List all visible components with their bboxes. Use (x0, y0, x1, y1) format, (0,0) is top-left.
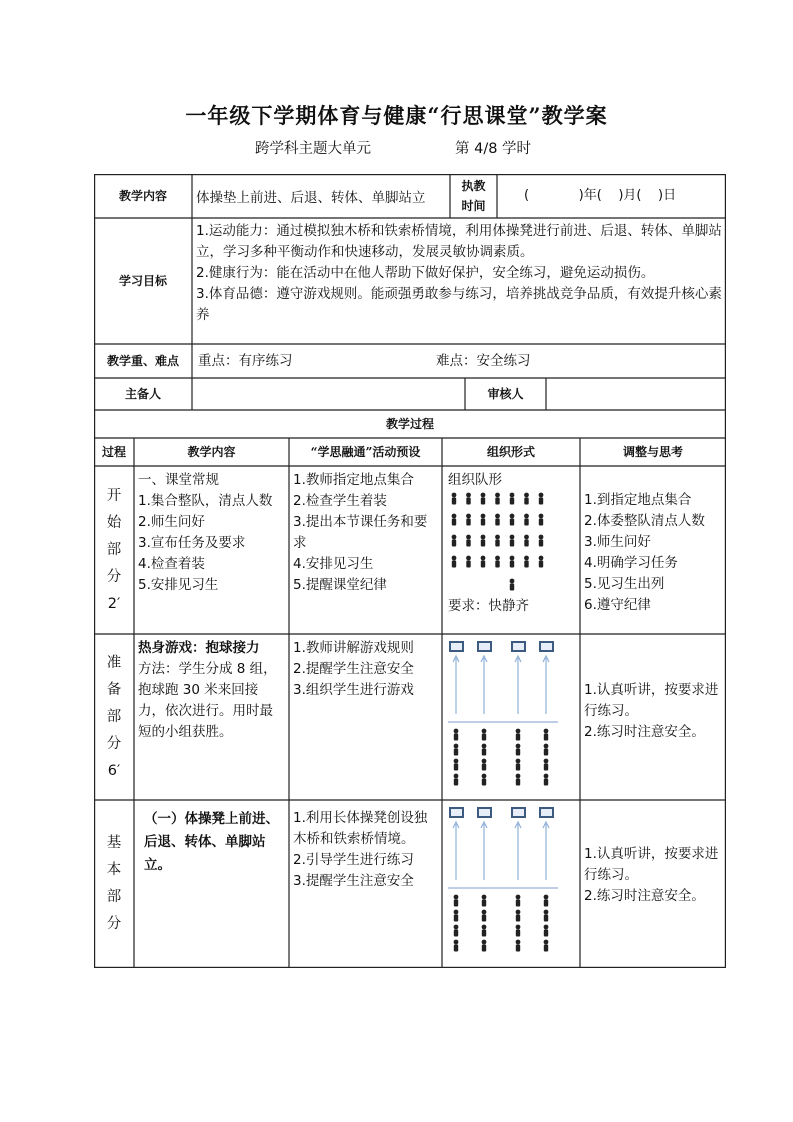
header-notes: 调整与思考 (622, 444, 683, 459)
student-icon (466, 535, 471, 547)
student-icon (454, 910, 459, 922)
student-icon (495, 493, 500, 505)
stage-main: 基 本 部 分 (106, 835, 122, 932)
goals-list (192, 218, 726, 344)
student-icon (539, 556, 544, 568)
goals-label: 学习目标 (118, 273, 167, 288)
bench-diagram (442, 802, 580, 964)
student-icon (524, 514, 529, 526)
content-label: 教学内容 (118, 188, 167, 203)
warmup-notes: 1.认真听讲，按要求进行练习。 2.练习时注意安全。 (584, 682, 719, 740)
student-icon (482, 940, 487, 952)
cone-box-icon (512, 808, 525, 817)
reviewer-value[interactable] (546, 378, 726, 410)
student-icon (544, 895, 549, 907)
student-icon (516, 774, 521, 786)
student-icon (524, 535, 529, 547)
student-icon (482, 729, 487, 741)
cone-box-icon (478, 808, 491, 817)
key-label: 教学重、难点 (106, 353, 179, 368)
student-icon (454, 729, 459, 741)
header-stage: 过程 (101, 444, 126, 459)
student-rows (452, 493, 544, 568)
teacher-icon (510, 579, 515, 591)
header-content: 教学内容 (187, 444, 236, 459)
student-icon (510, 556, 515, 568)
student-icon (482, 925, 487, 937)
cone-box-icon (512, 642, 525, 651)
date-field: ( )年( )月( )日 (524, 188, 677, 203)
student-icon (539, 535, 544, 547)
student-icon (495, 535, 500, 547)
time-label: 执教 时间 (461, 179, 486, 213)
student-icon (510, 493, 515, 505)
student-icon (516, 940, 521, 952)
student-icon (454, 895, 459, 907)
student-icon (495, 556, 500, 568)
student-icon (510, 535, 515, 547)
student-icon (544, 744, 549, 756)
cone-box-icon (540, 808, 553, 817)
student-icon (544, 940, 549, 952)
student-icon (454, 774, 459, 786)
start-content: 一、课堂常规 1.集合整队，清点人数 2.师生问好 3.宣布任务及要求 4.检查着装 5.安排见习生 (138, 472, 273, 593)
relay-diagram (442, 636, 580, 798)
student-icon (454, 744, 459, 756)
student-icon (516, 759, 521, 771)
student-icon (481, 535, 486, 547)
content-value: 体操垫上前进、后退、转体、单脚站立 (196, 190, 426, 206)
start-org-requirement: 要求：快静齐 (448, 598, 529, 614)
main-activities: 1.利用长体操凳创设独木桥和铁索桥情境。 2.引导学生进行练习 3.提醒学生注意安全 (293, 810, 428, 889)
student-icon (544, 910, 549, 922)
main-notes: 1.认真听讲，按要求进行练习。 2.练习时注意安全。 (584, 846, 719, 904)
student-icon (452, 535, 457, 547)
start-activities: 1.教师指定地点集合 2.检查学生着装 3.提出本节课任务和要求 4.安排见习生 5.提醒课堂纪律 (293, 472, 428, 593)
student-icon (466, 514, 471, 526)
goal-item: 3.体育品德：遵守游戏规则。能顽强勇敢参与练习，培养挑战竞争品质，有效提升核心素养 (196, 286, 722, 323)
student-icon (466, 493, 471, 505)
main-content: （一）体操凳上前进、后退、转体、单脚站立。 (144, 811, 279, 873)
student-icon (524, 493, 529, 505)
student-icon (544, 774, 549, 786)
header-organization: 组织形式 (486, 444, 535, 459)
student-icon (481, 556, 486, 568)
student-icon (482, 910, 487, 922)
student-icon (466, 556, 471, 568)
student-icon (516, 744, 521, 756)
student-icon (452, 493, 457, 505)
student-icon (544, 759, 549, 771)
student-icon (481, 493, 486, 505)
warmup-content: 热身游戏：抱球接力 方法：学生分成 8 组，抱球跑 30 米来回接力，依次进行。用时最短的小组获胜。 (138, 640, 277, 740)
student-icon (544, 729, 549, 741)
student-icon (482, 774, 487, 786)
formation-diagram (442, 490, 580, 594)
cone-box-icon (450, 642, 463, 651)
page-title: 一年级下学期体育与健康“行思课堂”教学案 (185, 103, 608, 128)
student-icon (516, 895, 521, 907)
start-notes: 1.到指定地点集合 2.体委整队清点人数 3.师生问好 4.明确学习任务 5.见习生出列 6.遵守纪律 (584, 492, 705, 613)
goal-item: 1.运动能力：通过模拟独木桥和铁索桥情境，利用体操凳进行前进、后退、转体、单脚站立，学习多种平衡动作和快速移动，发展灵敏协调素质。 (196, 223, 722, 260)
student-icon (495, 514, 500, 526)
student-icon (510, 514, 515, 526)
student-icon (524, 556, 529, 568)
student-icon (482, 895, 487, 907)
student-icon (539, 493, 544, 505)
student-icon (452, 514, 457, 526)
student-icon (452, 556, 457, 568)
student-icon (516, 910, 521, 922)
reviewer-label: 审核人 (487, 386, 524, 401)
student-icon (454, 925, 459, 937)
preparer-label: 主备人 (124, 386, 161, 401)
student-icon (516, 925, 521, 937)
student-icon (454, 759, 459, 771)
student-icon (539, 514, 544, 526)
process-title: 教学过程 (385, 416, 434, 431)
header-activities: “学思融通”活动预设 (310, 444, 421, 459)
student-icon (454, 940, 459, 952)
goal-item: 2.健康行为：能在活动中在他人帮助下做好保护，安全练习，避免运动损伤。 (196, 265, 655, 281)
cone-box-icon (450, 808, 463, 817)
student-icon (482, 744, 487, 756)
student-icon (481, 514, 486, 526)
preparer-value[interactable] (192, 378, 465, 410)
key-point: 重点：有序练习 (198, 353, 293, 369)
cone-box-icon (540, 642, 553, 651)
stage-start: 开 始 部 分 2′ (106, 487, 122, 612)
start-org-title: 组织队形 (448, 472, 502, 488)
cone-box-icon (478, 642, 491, 651)
warmup-activities: 1.教师讲解游戏规则 2.提醒学生注意安全 3.组织学生进行游戏 (293, 640, 414, 698)
lesson-number: 第 4/8 学时 (455, 141, 532, 157)
student-icon (516, 729, 521, 741)
student-icon (482, 759, 487, 771)
unit-label: 跨学科主题大单元 (255, 141, 371, 157)
difficulty-point: 难点：安全练习 (436, 353, 531, 369)
lesson-plan-table (94, 174, 726, 968)
student-icon (544, 925, 549, 937)
stage-warmup: 准 备 部 分 6′ (106, 654, 122, 779)
